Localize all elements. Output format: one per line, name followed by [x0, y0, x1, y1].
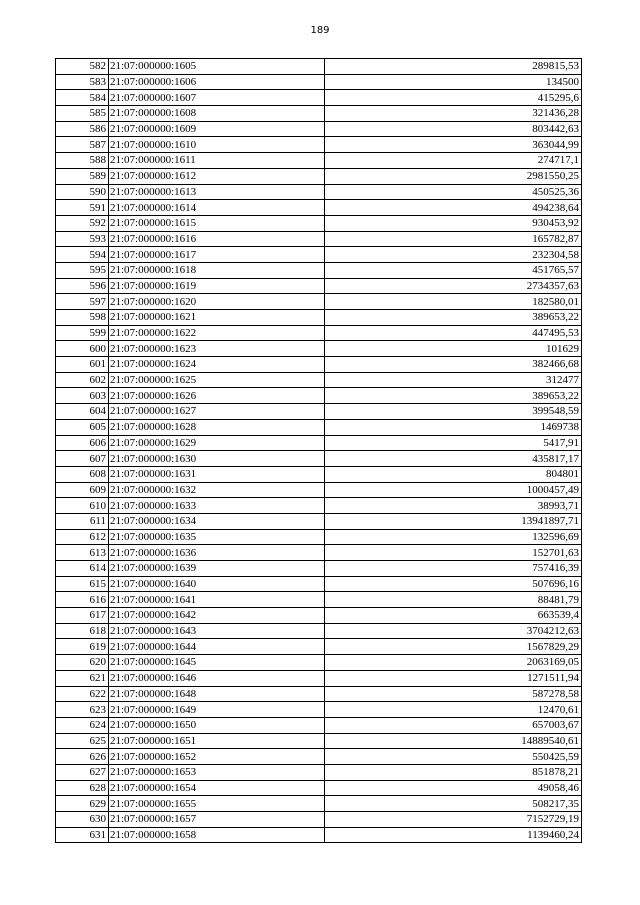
row-number-cell: 604 — [56, 404, 109, 420]
row-number-cell: 623 — [56, 702, 109, 718]
row-number-cell: 588 — [56, 153, 109, 169]
table-row — [56, 482, 582, 498]
table-row — [56, 702, 582, 718]
cadastral-number-cell: 21:07:000000:1641 — [109, 592, 325, 608]
table-row — [56, 278, 582, 294]
cadastral-number-cell: 21:07:000000:1631 — [109, 466, 325, 482]
cadastral-number-cell: 21:07:000000:1615 — [109, 215, 325, 231]
cadastral-number-cell: 21:07:000000:1628 — [109, 419, 325, 435]
cadastral-number-cell: 21:07:000000:1630 — [109, 451, 325, 467]
cadastral-number-cell: 21:07:000000:1648 — [109, 686, 325, 702]
table-row — [56, 608, 582, 624]
table-row — [56, 466, 582, 482]
row-number-cell: 626 — [56, 749, 109, 765]
cadastral-number-cell: 21:07:000000:1607 — [109, 90, 325, 106]
table-row — [56, 419, 582, 435]
row-number-cell: 602 — [56, 372, 109, 388]
value-cell: 415295,6 — [325, 90, 582, 106]
value-cell: 2063169,05 — [325, 655, 582, 671]
cadastral-number-cell: 21:07:000000:1624 — [109, 357, 325, 373]
table-row — [56, 561, 582, 577]
row-number-cell: 605 — [56, 419, 109, 435]
row-number-cell: 607 — [56, 451, 109, 467]
table-row — [56, 388, 582, 404]
cadastral-number-cell: 21:07:000000:1611 — [109, 153, 325, 169]
row-number-cell: 601 — [56, 357, 109, 373]
cadastral-number-cell: 21:07:000000:1644 — [109, 639, 325, 655]
value-cell: 930453,92 — [325, 215, 582, 231]
row-number-cell: 615 — [56, 576, 109, 592]
cadastral-number-cell: 21:07:000000:1621 — [109, 310, 325, 326]
table-row — [56, 184, 582, 200]
value-cell: 389653,22 — [325, 388, 582, 404]
cadastral-number-cell: 21:07:000000:1619 — [109, 278, 325, 294]
table-row — [56, 733, 582, 749]
value-cell: 389653,22 — [325, 310, 582, 326]
row-number-cell: 593 — [56, 231, 109, 247]
value-cell: 101629 — [325, 341, 582, 357]
row-number-cell: 622 — [56, 686, 109, 702]
value-cell: 182580,01 — [325, 294, 582, 310]
value-cell: 88481,79 — [325, 592, 582, 608]
cadastral-number-cell: 21:07:000000:1642 — [109, 608, 325, 624]
cadastral-number-cell: 21:07:000000:1640 — [109, 576, 325, 592]
table-row — [56, 357, 582, 373]
value-cell: 851878,21 — [325, 764, 582, 780]
row-number-cell: 599 — [56, 325, 109, 341]
cadastral-number-cell: 21:07:000000:1605 — [109, 59, 325, 75]
cadastral-number-cell: 21:07:000000:1635 — [109, 529, 325, 545]
value-cell: 2734357,63 — [325, 278, 582, 294]
row-number-cell: 585 — [56, 106, 109, 122]
value-cell: 38993,71 — [325, 498, 582, 514]
table-row — [56, 780, 582, 796]
table-row — [56, 435, 582, 451]
value-cell: 363044,99 — [325, 137, 582, 153]
row-number-cell: 592 — [56, 215, 109, 231]
row-number-cell: 618 — [56, 623, 109, 639]
cadastral-number-cell: 21:07:000000:1652 — [109, 749, 325, 765]
value-cell: 232304,58 — [325, 247, 582, 263]
row-number-cell: 628 — [56, 780, 109, 796]
value-cell: 494238,64 — [325, 200, 582, 216]
cadastral-number-cell: 21:07:000000:1610 — [109, 137, 325, 153]
cadastral-number-cell: 21:07:000000:1613 — [109, 184, 325, 200]
value-cell: 1271511,94 — [325, 670, 582, 686]
value-cell: 321436,28 — [325, 106, 582, 122]
value-cell: 134500 — [325, 74, 582, 90]
table-row — [56, 545, 582, 561]
cadastral-number-cell: 21:07:000000:1616 — [109, 231, 325, 247]
value-cell: 382466,68 — [325, 357, 582, 373]
table-row — [56, 717, 582, 733]
row-number-cell: 624 — [56, 717, 109, 733]
cadastral-number-cell: 21:07:000000:1606 — [109, 74, 325, 90]
value-cell: 3704212,63 — [325, 623, 582, 639]
cadastral-number-cell: 21:07:000000:1608 — [109, 106, 325, 122]
row-number-cell: 621 — [56, 670, 109, 686]
table-row — [56, 372, 582, 388]
cadastral-number-cell: 21:07:000000:1657 — [109, 812, 325, 828]
cadastral-number-cell: 21:07:000000:1655 — [109, 796, 325, 812]
table-row — [56, 592, 582, 608]
cadastral-number-cell: 21:07:000000:1622 — [109, 325, 325, 341]
value-cell: 587278,58 — [325, 686, 582, 702]
value-cell: 803442,63 — [325, 121, 582, 137]
table-row — [56, 215, 582, 231]
table-row — [56, 796, 582, 812]
value-cell: 399548,59 — [325, 404, 582, 420]
table-row — [56, 451, 582, 467]
row-number-cell: 616 — [56, 592, 109, 608]
value-cell: 14889540,61 — [325, 733, 582, 749]
value-cell: 7152729,19 — [325, 812, 582, 828]
table-row — [56, 325, 582, 341]
value-cell: 757416,39 — [325, 561, 582, 577]
cadastral-number-cell: 21:07:000000:1650 — [109, 717, 325, 733]
value-cell: 12470,61 — [325, 702, 582, 718]
row-number-cell: 627 — [56, 764, 109, 780]
table-row — [56, 686, 582, 702]
cadastral-number-cell: 21:07:000000:1649 — [109, 702, 325, 718]
row-number-cell: 625 — [56, 733, 109, 749]
table-row — [56, 639, 582, 655]
value-cell: 507696,16 — [325, 576, 582, 592]
cadastral-number-cell: 21:07:000000:1633 — [109, 498, 325, 514]
row-number-cell: 613 — [56, 545, 109, 561]
value-cell: 451765,57 — [325, 262, 582, 278]
row-number-cell: 590 — [56, 184, 109, 200]
cadastral-number-cell: 21:07:000000:1617 — [109, 247, 325, 263]
row-number-cell: 591 — [56, 200, 109, 216]
row-number-cell: 612 — [56, 529, 109, 545]
row-number-cell: 609 — [56, 482, 109, 498]
value-cell: 165782,87 — [325, 231, 582, 247]
row-number-cell: 598 — [56, 310, 109, 326]
row-number-cell: 595 — [56, 262, 109, 278]
table-row — [56, 168, 582, 184]
table-row — [56, 106, 582, 122]
table-row — [56, 262, 582, 278]
cadastral-number-cell: 21:07:000000:1618 — [109, 262, 325, 278]
table-row — [56, 812, 582, 828]
row-number-cell: 617 — [56, 608, 109, 624]
value-cell: 312477 — [325, 372, 582, 388]
row-number-cell: 596 — [56, 278, 109, 294]
row-number-cell: 630 — [56, 812, 109, 828]
table-row — [56, 655, 582, 671]
table-row — [56, 529, 582, 545]
row-number-cell: 619 — [56, 639, 109, 655]
cadastral-number-cell: 21:07:000000:1609 — [109, 121, 325, 137]
row-number-cell: 587 — [56, 137, 109, 153]
table-row — [56, 74, 582, 90]
value-cell: 49058,46 — [325, 780, 582, 796]
row-number-cell: 586 — [56, 121, 109, 137]
row-number-cell: 589 — [56, 168, 109, 184]
cadastral-number-cell: 21:07:000000:1629 — [109, 435, 325, 451]
value-cell: 132596,69 — [325, 529, 582, 545]
cadastral-number-cell: 21:07:000000:1645 — [109, 655, 325, 671]
table-row — [56, 404, 582, 420]
row-number-cell: 608 — [56, 466, 109, 482]
row-number-cell: 597 — [56, 294, 109, 310]
table-row — [56, 121, 582, 137]
value-cell: 1469738 — [325, 419, 582, 435]
table-row — [56, 827, 582, 843]
table-row — [56, 90, 582, 106]
value-cell: 550425,59 — [325, 749, 582, 765]
table-row — [56, 623, 582, 639]
table-row — [56, 341, 582, 357]
value-cell: 447495,53 — [325, 325, 582, 341]
row-number-cell: 594 — [56, 247, 109, 263]
value-cell: 1000457,49 — [325, 482, 582, 498]
table-row — [56, 59, 582, 75]
table-row — [56, 513, 582, 529]
table-row — [56, 153, 582, 169]
row-number-cell: 629 — [56, 796, 109, 812]
value-cell: 289815,53 — [325, 59, 582, 75]
cadastral-number-cell: 21:07:000000:1646 — [109, 670, 325, 686]
table-row — [56, 294, 582, 310]
table-row — [56, 749, 582, 765]
table-row — [56, 498, 582, 514]
cadastral-number-cell: 21:07:000000:1639 — [109, 561, 325, 577]
row-number-cell: 614 — [56, 561, 109, 577]
row-number-cell: 620 — [56, 655, 109, 671]
value-cell: 1567829,29 — [325, 639, 582, 655]
table-row — [56, 231, 582, 247]
value-cell: 152701,63 — [325, 545, 582, 561]
row-number-cell: 600 — [56, 341, 109, 357]
row-number-cell: 631 — [56, 827, 109, 843]
table-row — [56, 670, 582, 686]
table-row — [56, 200, 582, 216]
cadastral-number-cell: 21:07:000000:1620 — [109, 294, 325, 310]
cadastral-number-cell: 21:07:000000:1625 — [109, 372, 325, 388]
value-cell: 804801 — [325, 466, 582, 482]
cadastral-number-cell: 21:07:000000:1651 — [109, 733, 325, 749]
cadastral-number-cell: 21:07:000000:1612 — [109, 168, 325, 184]
value-cell: 1139460,24 — [325, 827, 582, 843]
row-number-cell: 606 — [56, 435, 109, 451]
row-number-cell: 583 — [56, 74, 109, 90]
row-number-cell: 584 — [56, 90, 109, 106]
table-body — [56, 59, 582, 843]
cadastral-value-table — [55, 58, 582, 843]
cadastral-number-cell: 21:07:000000:1627 — [109, 404, 325, 420]
cadastral-number-cell: 21:07:000000:1658 — [109, 827, 325, 843]
cadastral-number-cell: 21:07:000000:1626 — [109, 388, 325, 404]
row-number-cell: 582 — [56, 59, 109, 75]
cadastral-number-cell: 21:07:000000:1654 — [109, 780, 325, 796]
table-row — [56, 764, 582, 780]
value-cell: 663539,4 — [325, 608, 582, 624]
table-row — [56, 137, 582, 153]
value-cell: 5417,91 — [325, 435, 582, 451]
table-row — [56, 576, 582, 592]
value-cell: 13941897,71 — [325, 513, 582, 529]
table-row — [56, 310, 582, 326]
cadastral-number-cell: 21:07:000000:1623 — [109, 341, 325, 357]
page-number: 189 — [310, 25, 330, 36]
value-cell: 657003,67 — [325, 717, 582, 733]
value-cell: 435817,17 — [325, 451, 582, 467]
value-cell: 2981550,25 — [325, 168, 582, 184]
table-row — [56, 247, 582, 263]
cadastral-number-cell: 21:07:000000:1643 — [109, 623, 325, 639]
value-cell: 508217,35 — [325, 796, 582, 812]
row-number-cell: 603 — [56, 388, 109, 404]
row-number-cell: 610 — [56, 498, 109, 514]
value-cell: 274717,1 — [325, 153, 582, 169]
row-number-cell: 611 — [56, 513, 109, 529]
cadastral-number-cell: 21:07:000000:1634 — [109, 513, 325, 529]
cadastral-number-cell: 21:07:000000:1614 — [109, 200, 325, 216]
value-cell: 450525,36 — [325, 184, 582, 200]
cadastral-number-cell: 21:07:000000:1653 — [109, 764, 325, 780]
cadastral-number-cell: 21:07:000000:1636 — [109, 545, 325, 561]
cadastral-number-cell: 21:07:000000:1632 — [109, 482, 325, 498]
